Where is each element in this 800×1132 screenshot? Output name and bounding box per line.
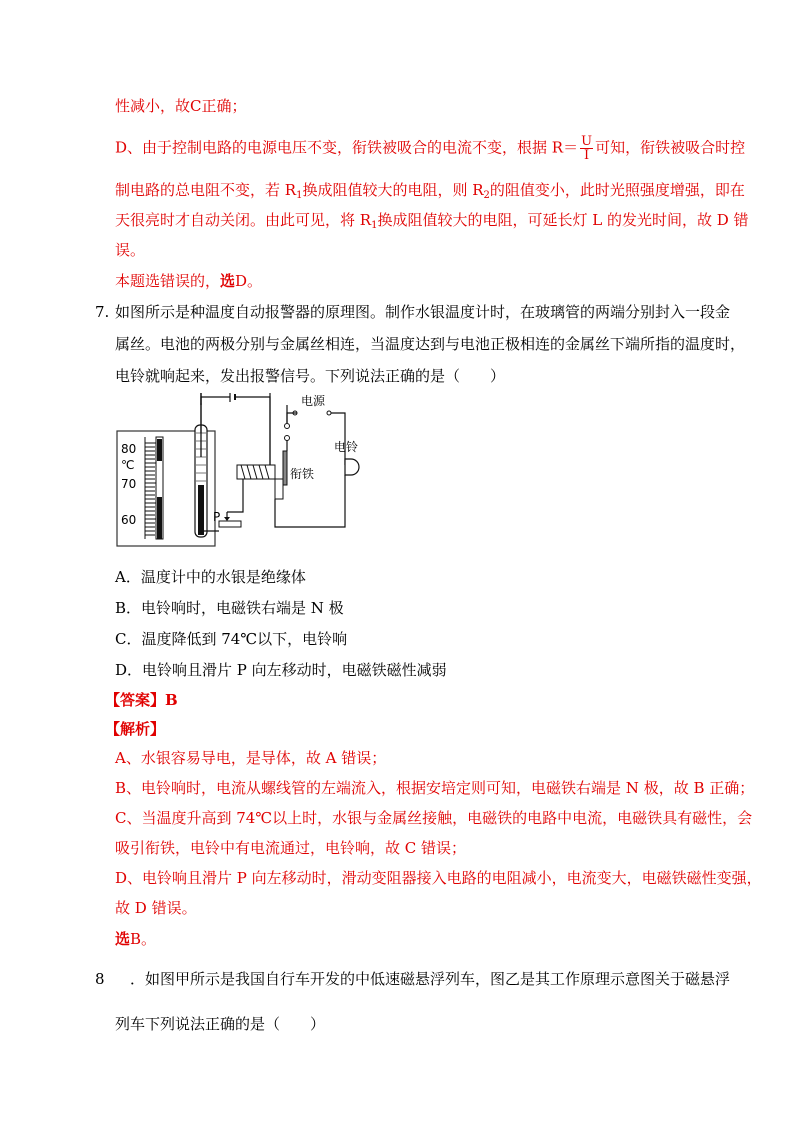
wire bbox=[227, 479, 243, 512]
scale-label-80: 80 bbox=[121, 442, 137, 456]
scale-label-unit: ℃ bbox=[121, 458, 135, 472]
armature[interactable] bbox=[283, 451, 287, 485]
prev-answer-line bbox=[115, 210, 749, 230]
alarm-circuit-figure bbox=[115, 393, 375, 552]
wire bbox=[235, 397, 270, 465]
analysis-line: A、水银容易导电，是导体，故 A 错误； bbox=[115, 749, 387, 767]
conclusion-text: D。 bbox=[235, 272, 263, 290]
question-stem: 电铃就响起来，发出报警信号。下列说法正确的是（ ） bbox=[115, 367, 506, 385]
bell-icon bbox=[345, 459, 359, 475]
mercury-column bbox=[198, 485, 204, 535]
power-label: 电源 bbox=[301, 394, 326, 408]
fraction-denominator: I bbox=[584, 148, 590, 163]
wire bbox=[331, 413, 345, 465]
prev-answer-text: 换成阻值较大的电阻，则 R bbox=[302, 181, 484, 199]
question-stem: ．如图甲所示是我国自行车开发的中低速磁悬浮列车，图乙是其工作原理示意图关于磁悬浮 bbox=[130, 970, 731, 988]
answer-label: 【答案】B bbox=[105, 691, 178, 709]
question-stem: 列车下列说法正确的是（ ） bbox=[115, 1015, 326, 1033]
option-b[interactable]: B．电铃响时，电磁铁右端是 N 极 bbox=[115, 599, 344, 617]
question-stem: 属丝。电池的两极分别与金属丝相连，当温度达到与电池正极相连的金属丝下端所指的温度时， bbox=[115, 335, 746, 353]
option-d[interactable]: D．电铃响且滑片 P 向左移动时，电磁铁磁性减弱 bbox=[115, 661, 447, 679]
reference-mercury bbox=[157, 497, 162, 539]
wire bbox=[233, 393, 270, 466]
scale-label-70: 70 bbox=[121, 477, 137, 491]
q7-conclusion bbox=[115, 929, 156, 949]
prev-answer-text: 制电路的总电阻不变，若 R bbox=[115, 181, 297, 199]
question-number: 8 bbox=[95, 970, 105, 988]
scale-label-60: 60 bbox=[121, 513, 137, 527]
fraction-numerator: U bbox=[581, 134, 593, 149]
conclusion-text: 选 bbox=[220, 272, 236, 290]
prev-answer-line: 性减小，故C正确； bbox=[115, 97, 247, 115]
prev-answer-text: 换成阻值较大的电阻，可延长灯 L 的发光时间，故 D 错 bbox=[377, 211, 749, 229]
rheostat bbox=[219, 521, 241, 527]
ohm-law-fraction bbox=[580, 135, 593, 162]
wire bbox=[201, 393, 228, 405]
prev-answer-text: 天很亮时才自动关闭。由此可见，将 R bbox=[115, 211, 372, 229]
prev-answer-text: D、由于控制电路的电源电压不变，衔铁被吸合的电流不变，根据 R＝ bbox=[115, 138, 579, 157]
circuit-diagram bbox=[115, 393, 375, 548]
option-a[interactable]: A．温度计中的水银是绝缘体 bbox=[115, 568, 306, 586]
armature-pivot bbox=[275, 479, 283, 499]
prev-answer-conclusion bbox=[115, 271, 262, 291]
prev-answer-line: 误。 bbox=[115, 241, 146, 259]
conclusion-text: 本题选错误的， bbox=[115, 272, 221, 290]
prev-answer-text: 的阻值变小，此时光照强度增强，即在 bbox=[489, 181, 745, 199]
conclusion-text: 选 bbox=[115, 930, 131, 948]
conclusion-text: B。 bbox=[130, 930, 157, 948]
contact-point bbox=[285, 436, 290, 441]
slider-label-p: P bbox=[213, 510, 221, 524]
analysis-line: C、当温度升高到 74℃以上时，水银与金属丝接触，电磁铁的电路中电流，电磁铁具有磁性，会 bbox=[115, 809, 753, 827]
analysis-line: B、电铃响时，电流从螺线管的左端流入，根据安培定则可知，电磁铁右端是 N 极，故 B 正确； bbox=[115, 779, 755, 797]
analysis-line: 故 D 错误。 bbox=[115, 899, 197, 917]
analysis-line: D、电铃响且滑片 P 向左移动时，滑动变阻器接入电路的电阻减小，电流变大，电磁铁磁性变强， bbox=[115, 869, 762, 887]
prev-answer-option-d bbox=[115, 135, 745, 162]
bell-label: 电铃 bbox=[334, 440, 359, 454]
prev-answer-line bbox=[115, 180, 745, 200]
subscript: 1 bbox=[296, 190, 303, 201]
power-terminal bbox=[327, 411, 331, 415]
question-stem: 如图所示是种温度自动报警器的原理图。制作水银温度计时，在玻璃管的两端分别封入一段金 bbox=[115, 303, 731, 321]
contact-point bbox=[285, 424, 290, 429]
prev-answer-text: 可知，衔铁被吸合时控 bbox=[595, 138, 746, 157]
analysis-line: 吸引衔铁，电铃中有电流通过，电铃响，故 C 错误； bbox=[115, 839, 467, 857]
question-number: 7. bbox=[95, 303, 110, 321]
subscript: 2 bbox=[483, 190, 490, 201]
subscript: 1 bbox=[371, 220, 378, 231]
armature-label: 衔铁 bbox=[290, 467, 315, 481]
reference-mercury-top bbox=[157, 439, 162, 461]
analysis-label: 【解析】 bbox=[105, 720, 166, 738]
option-c[interactable]: C．温度降低到 74℃以下，电铃响 bbox=[115, 630, 348, 648]
